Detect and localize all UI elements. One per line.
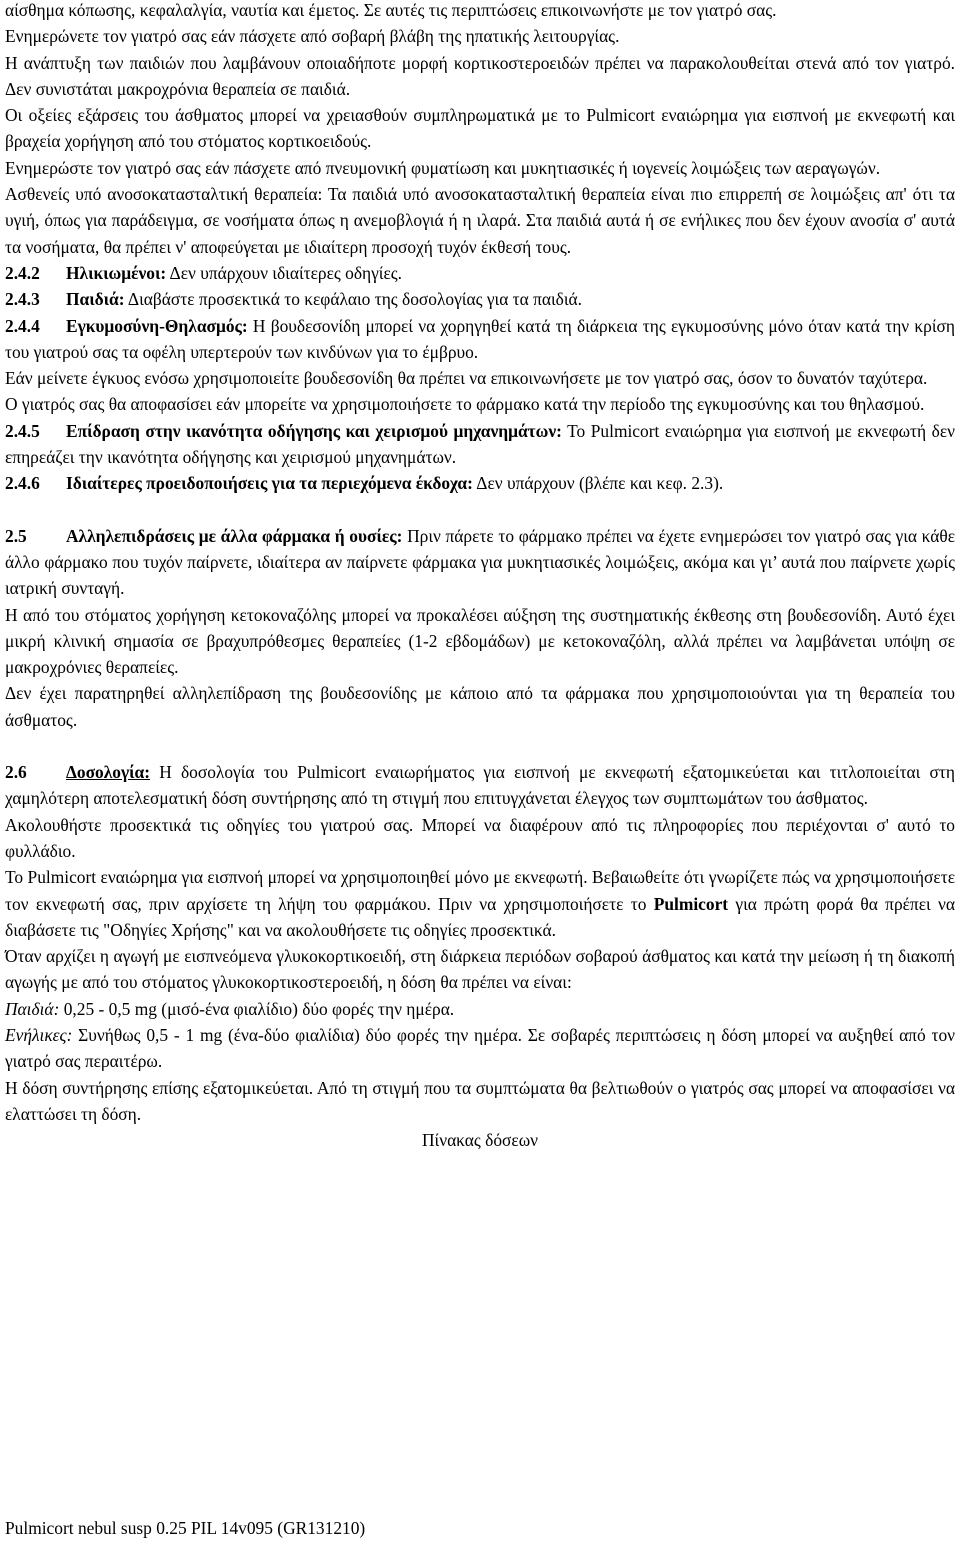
section-number: 2.5 [5, 525, 27, 546]
paragraph: Η δόση συντήρησης επίσης εξατομικεύεται. Από τη στιγμή που τα συμπτώματα θα βελτιωθούν ο γιατρός σας μπορεί να αποφασίσει να ελαττώσει τη δόση. [5, 1077, 955, 1124]
section-number: 2.6 [5, 762, 27, 783]
text-run: για πρώτη φορά θα πρέπει να διαβάσετε τις "Οδηγίες Χρήσης" και να ακολουθήσετε τις οδηγίες προσεκτικά. [5, 893, 955, 940]
paragraph: Οι οξείες εξάρσεις του άσθματος μπορεί να χρειασθούν συμπληρωματικά με το Pulmicort εναιώρημα για εισπνοή με εκνεφωτή και βραχεία χορήγηση από του στόματος κορτικοειδούς. [5, 105, 955, 152]
section-2-5 [5, 523, 955, 602]
section-2-6 [5, 759, 955, 812]
paragraph: Η από του στόματος χορήγηση κετοκοναζόλης μπορεί να προκαλέσει αύξηση της συστηματικής έκθεσης στη βουδεσονίδη. Αυτό έχει μικρή κλινική σημασία σε βραχυπρόθεσμες θεραπείες (1-2 εβδομάδων) με κετοκοναζόλη, αλλά πρέπει να λαμβάνεται υπόψη σε μακροχρόνιες θεραπείες. [5, 604, 955, 678]
dose-label: Παιδιά: [5, 998, 60, 1019]
paragraph: αίσθημα κόπωσης, κεφαλαλγία, ναυτία και έμετος. Σε αυτές τις περιπτώσεις επικοινωνήστε με τον γιατρό σας. [5, 0, 777, 20]
paragraph: Εάν μείνετε έγκυος ενόσω χρησιμοποιείτε βουδεσονίδη θα πρέπει να επικοινωνήσετε με τον γιατρό σας, όσον το δυνατόν ταχύτερα. [5, 368, 928, 389]
section-2-4-5 [5, 418, 955, 471]
text-run: Το Pulmicort εναιώρημα για εισπνοή μπορεί να χρησιμοποιηθεί μόνο με εκνεφωτή. Βεβαιωθείτε ότι γνωρίζετε πώς να χρησιμοποιήσετε τον εκνεφωτή σας, πριν αρχίσετε τη λήψη του φαρμάκου. Πριν να χρησιμοποιήσετε το [5, 867, 955, 914]
paragraph: Δεν έχει παρατηρηθεί αλληλεπίδραση της βουδεσονίδης με κάποιο από τα φάρμακα που χρησιμοποιούνται για τη θεραπεία του άσθματος. [5, 683, 955, 730]
section-text: Δεν υπάρχουν (βλέπε και κεφ. 2.3). [472, 473, 724, 494]
section-2-4-6 [5, 470, 955, 496]
section-number: 2.4.4 [5, 315, 40, 336]
section-2-4-3 [5, 286, 955, 312]
section-text: Η δοσολογία του Pulmicort εναιωρήματος για εισπνοή με εκνεφωτή εξατομικεύεται και τιτλοποιείται στη χαμηλότερη αποτελεσματική δόση συντήρησης από τη στιγμή που επιτυγχάνεται έλεγχος των συμπτωμάτων του άσθματος. [5, 762, 955, 809]
section-title: Αλληλεπιδράσεις με άλλα φάρμακα ή ουσίες: [66, 525, 403, 546]
section-number: 2.4.6 [5, 473, 40, 494]
section-title: Επίδραση στην ικανότητα οδήγησης και χειρισμού μηχανημάτων: [66, 420, 562, 441]
paragraph [5, 864, 955, 943]
section-number: 2.4.2 [5, 262, 40, 283]
table-caption: Πίνακας δόσεων [421, 1130, 539, 1151]
paragraph: Ο γιατρός σας θα αποφασίσει εάν μπορείτε να χρησιμοποιήσετε το φάρμακο κατά την περίοδο της εγκυμοσύνης και του θηλασμού. [5, 394, 925, 415]
section-2-4-4 [5, 313, 955, 366]
paragraph: Όταν αρχίζει η αγωγή με εισπνεόμενα γλυκοκορτικοειδή, στη διάρκεια περιόδων σοβαρού άσθματος και κατά την μείωση ή τη διακοπή αγωγής με από του στόματος γλυκοκορτικοστεροειδή, η δόση θα πρέπει να είναι: [5, 946, 955, 993]
paragraph: Ασθενείς υπό ανοσοκατασταλτική θεραπεία: Τα παιδιά υπό ανοσοκατασταλτική θεραπεία είναι πιο επιρρεπή σε λοιμώξεις απ' ότι τα υγιή, όπως για παράδειγμα, σε νοσήματα όπως η ανεμοβλογιά ή η ιλαρά. Στα παιδιά αυτά ή σε ενήλικες που δεν έχουν ανοσία σ' αυτά τα νοσήματα, θα πρέπει ν' αποφεύγεται με ιδιαίτερη προσοχή τυχόν έκθεσή τους. [5, 184, 955, 257]
paragraph: Η ανάπτυξη των παιδιών που λαμβάνουν οποιαδήποτε μορφή κορτικοστεροειδών πρέπει να παρακολουθείται στενά από τον γιατρό. Δεν συνιστάται μακροχρόνια θεραπεία σε παιδιά. [5, 52, 955, 99]
section-title: Ιδιαίτερες προειδοποιήσεις για τα περιεχόμενα έκδοχα: [66, 473, 473, 494]
dose-children [5, 996, 955, 1022]
document-body [5, 0, 955, 1153]
paragraph: Ακολουθήστε προσεκτικά τις οδηγίες του γιατρού σας. Μπορεί να διαφέρουν από τις πληροφορίες που περιέχονται σ' αυτό το φυλλάδιο. [5, 814, 955, 861]
dose-text: 0,25 - 0,5 mg (μισό-ένα φιαλίδιο) δύο φορές την ημέρα. [59, 998, 455, 1019]
section-text: Δεν υπάρχουν ιδιαίτερες οδηγίες. [166, 262, 403, 283]
section-text: Η βουδεσονίδη μπορεί να χορηγηθεί κατά τη διάρκεια της εγκυμοσύνης μόνο όταν κατά την κρίση του γιατρού σας τα οφέλη υπερτερούν των κινδύνων για το έμβρυο. [5, 315, 955, 362]
section-text: Το Pulmicort εναιώρημα για εισπνοή με εκνεφωτή δεν επηρεάζει την ικανότητα οδήγησης και χειρισμού μηχανημάτων. [5, 420, 955, 468]
section-title: Ηλικιωμένοι: [66, 262, 167, 283]
section-title: Δοσολογία: [66, 762, 151, 783]
section-2-4-2 [5, 260, 955, 286]
section-number: 2.4.3 [5, 289, 40, 310]
section-title: Παιδιά: [66, 289, 125, 310]
section-number: 2.4.5 [5, 420, 40, 441]
product-name: Pulmicort [653, 893, 729, 914]
section-text: Πριν πάρετε το φάρμακο πρέπει να έχετε ενημερώσει τον γιατρό σας για κάθε άλλο φάρμακο που τυχόν παίρνετε, ιδιαίτερα αν παίρνετε φάρμακα για μυκητιασικές λοιμώξεις, ακόμα και γι’ αυτά που παίρνετε χωρίς ιατρική συνταγή. [5, 525, 955, 599]
section-text: Διαβάστε προσεκτικά το κεφάλαιο της δοσολογίας για τα παιδιά. [124, 289, 583, 310]
page-footer: Pulmicort nebul susp 0.25 PIL 14v095 (GR131210) [5, 1518, 366, 1538]
dose-adults [5, 1022, 955, 1075]
paragraph: Ενημερώνετε τον γιατρό σας εάν πάσχετε από σοβαρή βλάβη της ηπατικής λειτουργίας. [5, 26, 620, 47]
section-title: Εγκυμοσύνη-Θηλασμός: [66, 315, 248, 336]
dose-label: Ενήλικες: [5, 1024, 73, 1045]
paragraph: Ενημερώστε τον γιατρό σας εάν πάσχετε από πνευμονική φυματίωση και μυκητιασικές ή ιογενείς λοιμώξεις των αεραγωγών. [5, 157, 881, 178]
dose-text: Συνήθως 0,5 - 1 mg (ένα-δύο φιαλίδια) δύο φορές την ημέρα. Σε σοβαρές περιπτώσεις η δόση μπορεί να αυξηθεί από τον γιατρό σας περαιτέρω. [5, 1024, 955, 1072]
